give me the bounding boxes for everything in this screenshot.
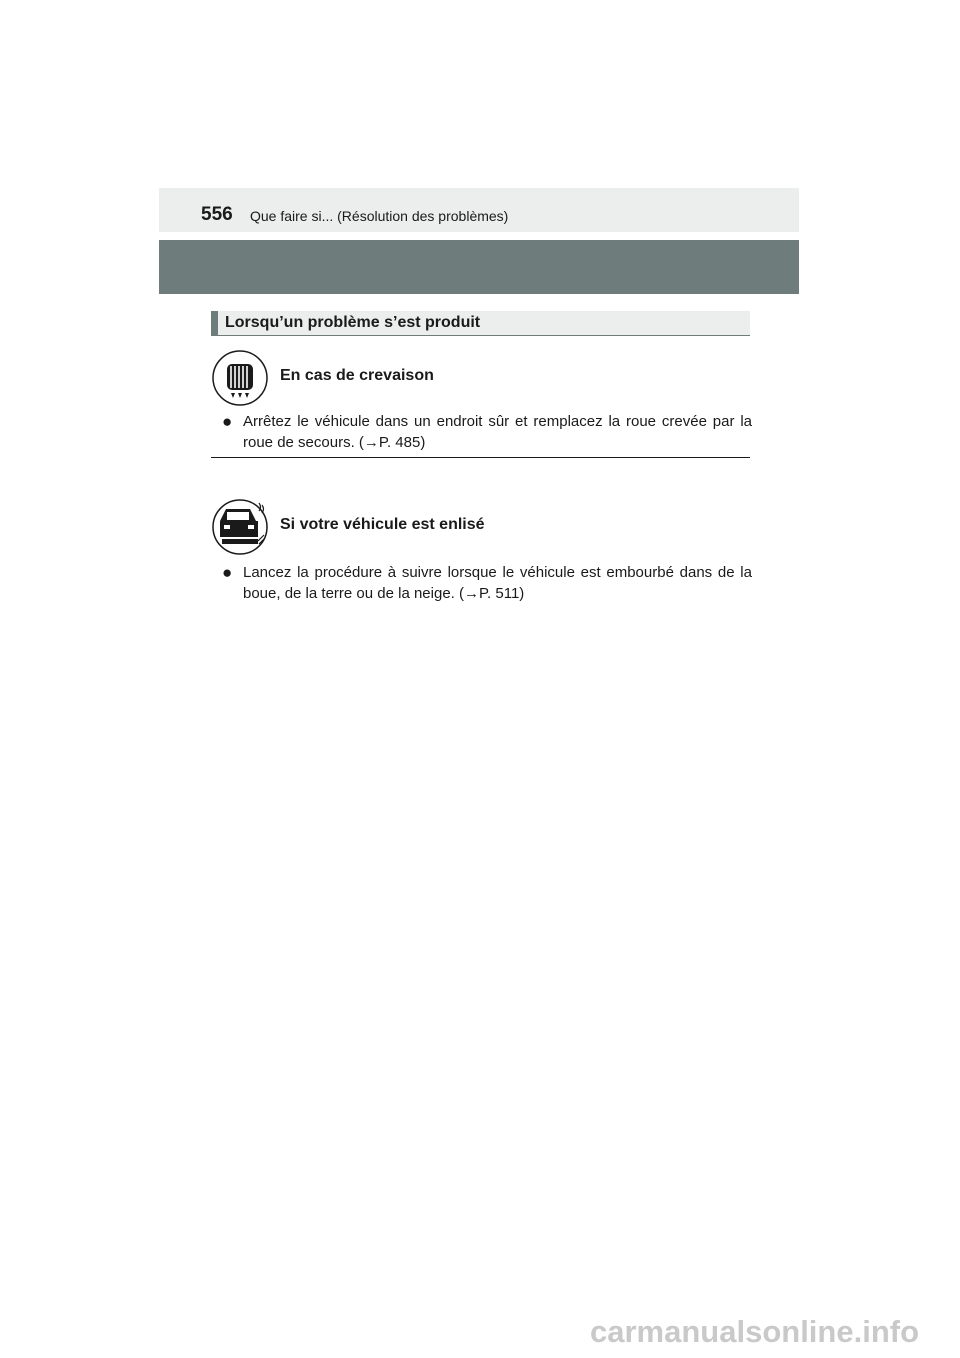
item-title-car-stuck: Si votre véhicule est enlisé (280, 516, 485, 533)
item-title-flat-tire: En cas de crevaison (280, 367, 434, 384)
item-text-flat-tire: Arrêtez le véhicule dans un endroit sûr et remplacez la roue crevée par la roue de secours. (→P. 485) (243, 413, 752, 451)
section-divider (211, 457, 750, 458)
section-title: Lorsqu’un problème s’est produit (225, 314, 481, 331)
bullet: ● (222, 563, 233, 582)
bullet: ● (222, 412, 233, 431)
chapter-title: Que faire si... (Résolution des problèmes) (250, 208, 509, 224)
chapter-band (159, 240, 799, 294)
item-body-car-stuck (222, 562, 752, 604)
item-text-car-stuck: Lancez la procédure à suivre lorsque le véhicule est embourbé dans de la boue, de la terre ou de la neige. (→P. 511) (243, 564, 752, 602)
car-stuck-icon (212, 499, 268, 555)
section-header (211, 311, 750, 336)
page-header (159, 188, 799, 232)
item-body-flat-tire (222, 411, 752, 453)
section-accent (211, 311, 218, 335)
page-number: 556 (201, 204, 233, 225)
watermark: carmanualsonline.info (590, 1314, 920, 1349)
flat-tire-icon (212, 350, 268, 406)
